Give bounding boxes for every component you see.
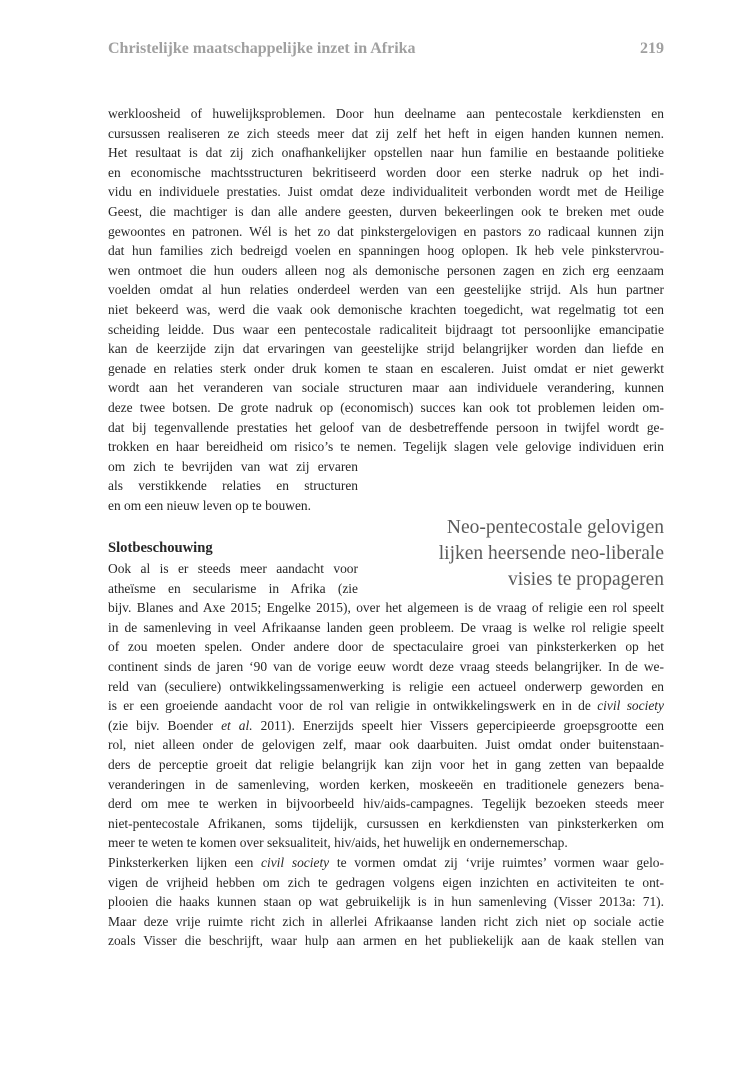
paragraph-3-line-1: Pinksterkerken lijken een civil society te vormen omdat zij ‘vrije ruimtes’ vormen waar gelo- (108, 854, 664, 870)
text-line: niet bekeerd was, werd die vaak ook demonische krachten toegedicht, wat regelmatig tot een (108, 301, 664, 317)
text-line: voelden omdat al hun relaties onderdeel werden van een geestelijke strijd. Als hun partner (108, 282, 664, 298)
section-heading: Slotbeschouwing (108, 540, 213, 557)
pull-quote-line: lijken heersende neo-liberale (438, 543, 664, 564)
text-line: en om een nieuw leven op te bouwen. (108, 497, 311, 513)
pull-quote (380, 515, 664, 593)
text-line: Geest, die machtiger is dan alle andere geesten, durven bekeerlingen ook te breken met oude (108, 203, 664, 219)
text-line: genade en relaties sterk onder druk komen te staan en escaleren. Juist omdat er niet gewerkt (108, 360, 664, 376)
text-line: bijv. Blanes and Axe 2015; Engelke 2015), over het algemeen is de vraag of religie een rol speelt (108, 600, 664, 616)
page-number: 219 (640, 40, 664, 57)
text-line: in de samenleving in veel Afrikaanse landen geen probleem. De vraag is welke rol religie speelt (108, 619, 664, 635)
text-line: derd om mee te werken in bijvoorbeeld hiv/aids-campagnes. Tegelijk bezoeken steeds meer (108, 796, 664, 812)
text-line: dat bij tegenvallende prestaties het geloof van de desbetreffende persoon in twijfel wordt ge- (108, 419, 664, 435)
text-line: plooien die haaks kunnen staan op wat gebruikelijk is in hun samenleving (Visser 2013a: 71). (108, 894, 664, 910)
text-line: zoals Visser die beschrijft, waar hulp aan armen en het publiekelijk aan de kaak stellen van (108, 933, 664, 949)
paragraph-2-rest (108, 735, 664, 853)
text-line: werkloosheid of huwelijksproblemen. Door hun deelname aan pentecostale kerkdiensten en (108, 106, 664, 121)
paragraph-2-line-civil-society: is er een groeiende aandacht voor de rol van religie in ontwikkelingswerk en in de civil society (108, 698, 664, 714)
text-line: wordt aan het veranderen van sociale structuren maar aan individuele verandering, kunnen (108, 380, 664, 396)
text-line: veranderingen in de samenleving, worden kerken, moskeeën en traditionele genezers bena- (108, 776, 664, 792)
paragraph-3-rest (108, 873, 664, 951)
text-line: wen ontmoet die hun ouders alleen nog als demonische personen zagen en zich erg eenzaam (108, 262, 664, 278)
text-line: reld van (seculiere) ontwikkelingssamenwerking is religie een actueel onderwerp geworden en (108, 678, 664, 694)
text-line: Het resultaat is dat zij zich onafhankelijker opstellen naar hun familie en bestaande politieke (108, 145, 664, 161)
text-line: als verstikkende relaties en structuren (108, 478, 358, 494)
running-head (108, 40, 664, 58)
text-line: meer te weten te komen over seksualiteit, hiv/aids, het huwelijk en ondernemerschap. (108, 835, 568, 851)
pull-quote-line: Neo-pentecostale gelovigen (446, 517, 664, 538)
text-line: kan de keerzijde zijn dat ervaringen van geestelijke strijd belangrijker worden dan liefde en (108, 341, 664, 357)
text-line: deze twee botsen. De grote nadruk op (economisch) succes kan ook tot problemen leiden om- (108, 399, 664, 415)
paragraph-1 (108, 104, 664, 457)
text-line: Ook al is er steeds meer aandacht voor (108, 561, 358, 577)
text-line: rol, niet alleen onder de gelovigen zelf, maar ook daarbuiten. Juist omdat onder buitenstaan- (108, 737, 664, 753)
text-line: dat hun families zich bedreigd voelen en spanningen hoog oplopen. Ik heb vele pinkstervrou- (108, 243, 664, 259)
text-line: en economische machtsstructuren bekritiseerd worden door een sterke nadruk op het indi- (108, 164, 664, 180)
text-line: om zich te bevrijden van wat zij ervaren (108, 458, 358, 474)
text-line: vidu en individuele prestaties. Juist omdat deze individualiteit verbonden wordt met de Heilige (108, 184, 664, 200)
text-line: Maar deze vrije ruimte richt zich in allerlei Afrikaanse landen richt zich niet op sociale actie (108, 913, 664, 929)
paragraph-2 (108, 598, 664, 696)
text-line: of zou moeten spelen. Onder andere door de spectaculaire groei van pinksterkerken op het (108, 639, 664, 655)
paragraph-1-narrow (108, 457, 664, 516)
text-line: gewoontes en patronen. Wél is het zo dat pinkstergelovigen en pastors zo radicaal kunnen zijn (108, 223, 664, 239)
text-line: niet-pentecostale Afrikanen, soms tijdelijk, cursussen en kerkdiensten van pinksterkerken om (108, 815, 664, 831)
running-head-title: Christelijke maatschappelijke inzet in Afrika (108, 40, 416, 57)
paragraph-2-line-boender: (zie bijv. Boender et al. 2011). Enerzijds speelt hier Vissers gepercipieerde groepsgrootte een (108, 717, 664, 733)
text-line: atheïsme en secularisme in Afrika (zie (108, 580, 358, 596)
pull-quote-line: visies te propageren (508, 569, 664, 590)
text-line: ders de perceptie groeit dat religie belangrijk kan zijn voor het in gang zetten van bepaalde (108, 757, 664, 772)
text-line: cursussen realiseren ze zich steeds meer dat zij zelf het heft in eigen handen kunnen nemen. (108, 125, 664, 141)
text-line: trokken en haar bereidheid om risico’s te nemen. Tegelijk slagen vele gelovige individuen erin (108, 439, 664, 455)
text-line: scheiding leidde. Dus waar een pentecostale radicaliteit bijdraagt tot persoonlijke emancipatie (108, 321, 664, 337)
text-line: vigen de vrijheid hebben om zich te gedragen volgens eigen inzichten en activiteiten te ont- (108, 874, 664, 890)
text-line: continent sinds de jaren ‘90 van de vorige eeuw wordt deze vraag steeds belangrijker. In de we- (108, 659, 664, 675)
